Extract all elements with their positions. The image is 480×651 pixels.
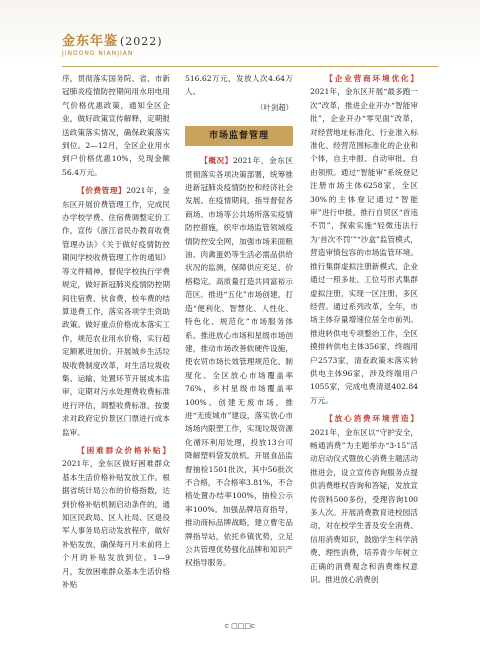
paragraph-overview bbox=[185, 154, 293, 570]
header-divider bbox=[62, 66, 438, 67]
text-column-3 bbox=[310, 72, 418, 586]
section-title-market-supervision: 市场监督管理 bbox=[185, 126, 293, 146]
yearbook-logo bbox=[62, 30, 163, 57]
yearbook-title bbox=[62, 30, 163, 49]
section-tag-overview: 【概况】 bbox=[200, 156, 233, 166]
paragraph-fee-management bbox=[62, 184, 170, 439]
paragraph-price-subsidy bbox=[62, 444, 170, 591]
paragraph-business-environment-text: 2021年，金东区开展“最多跑一次”改革，推进企业开办“智能审批”，企业开办“零见面”改革，对经营地址标准化、行业准入标准化、经营范围标准化的企业和个体，自主申报、自动审批、自由领照。通过“智能审”系统登记注册市场主体6258家，全区30%的主体登记通过“智能审”进行申报。推行自贸区“首违不罚”，探索实施“轻微违法行为‘首次不罚’”“沙盒”监管模式，营造审慎包容的市场监管环境。推行集群虚拟注册新模式，企业通过一照多址、工位号形式集群虚拟注册，实现一区注册、多区经营。通过系列改革，全年，市场主体存量增速位居全市前列。推进转供电专项整治工作，全区摸排转供电主体356家，终端用户2573家，清查政策未落实转供电主体96家，涉及终端用户1055家，完成电费清退402.84万元。 bbox=[310, 87, 418, 405]
yearbook-year: (2022) bbox=[120, 35, 163, 48]
section-tag-price-subsidy: 【困难群众价格补贴】 bbox=[77, 445, 170, 455]
paragraph-consumer-environment bbox=[310, 412, 418, 586]
text-column-1 bbox=[62, 72, 170, 591]
paragraph-overview-text: 2021年，金东区贯彻落实各项决策部署，统筹推进新冠肺炎疫情防控和经济社会发展。在疫情期间，指导督促各商场、市场等公共场所落实疫情防控措施，织牢市场监管领域疫情防控安全网，加强市场来面粮油、肉禽蛋奶等生活必需品供给状况的监测，保障供应充足、价格稳定。高质量打造共同富裕示范区。推进“五化”市场创建，打造“便利化、智慧化、人性化、特色化、规范化”市场服务体系。推进放心市场和星级市场创建，推动市场改善软硬件设施，使农贸市场长效管理规范化、制度化。全区放心市场覆盖率76%，乡村星级市场覆盖率100%。创建无废市场，推进“无废城市”建设，落实放心市场场内限塑工作，实现垃圾资源化循环利用处理，投放13台可降解塑料袋发放机。开展食品监督抽检1501批次，其中56批次不合格，不合格率3.81%，不合格处置办结率100%，抽检公示率100%。加强品牌培育指导，推动商标品牌战略，建立曹宅品牌指导站，依托乡镇优势，立足公共管理优势强化品牌和知识产权指导服务。 bbox=[185, 156, 294, 568]
page-number: c □□□c bbox=[225, 622, 255, 630]
paragraph-business-environment bbox=[310, 72, 418, 407]
section-tag-fee-management: 【价费管理】 bbox=[77, 186, 127, 196]
text-column-2 bbox=[185, 72, 293, 570]
paragraph-utility-discount: 序，贯彻落实国务院、省、市新冠肺炎疫情防控期间用水用电用气价格优惠政策，通知全区企业，做好政策宣传解释，定期报送政策落实情况，确保政策落实到位。2—12月，全区企业用水到户价格优惠10%，兑现金额56.4万元。 bbox=[62, 74, 170, 177]
section-tag-consumer-environment: 【放心消费环境营造】 bbox=[325, 414, 418, 424]
page-header bbox=[0, 0, 480, 66]
paragraph-fee-management-text: 2021年，金东区开展价费管理工作，完成民办学校学费、住宿费调整定价工作，宣传《浙江省民办教育收费管理办法》《关于做好疫情防控期间学校收费管理工作的通知》等文件精神，督促学校执行学费规定，做好新冠肺炎疫情防控期间住宿费、伙食费、校车费的结算退费工作，落实各项学生资助政策。做好重点价格成本落实工作，规范农业用水价格，实行超定额累进加价。开展城乡生活垃圾收费制度改革，对生活垃圾收集、运输、处置环节开展成本监审，定期对污水处理费收费标准进行评估，调整收费标准，按要求对政府定价景区门票进行成本监审。 bbox=[62, 186, 171, 437]
paragraph-consumer-environment-text: 2021年，金东区以“守护安全，畅通消费”为主题举办“3·15”活动启动仪式暨放心消费主题活动推进会，设立宣传咨询服务点提供消费维权咨询和答疑，发放宣传资料500多份，受理咨询100多人次。开展消费教育进校园活动，对在校学生普及安全消费、信用消费知识，鼓励学生科学消费、理性消费，培养青少年树立正确的消费观念和消费维权意识。推进放心消费创 bbox=[310, 427, 418, 585]
paragraph-price-subsidy-text: 2021年，金东区做好困难群众基本生活价格补贴发放工作。根据省统计局公布的价格指数，达到价格补贴机制启动条件的，通知区民政局、区人社局、区退役军人事务局启动发放程序，做好补贴发放，确保每月月末前将上个月的补贴发放到位。1—9月，发放困难群众基本生活价格补贴 bbox=[62, 459, 170, 590]
section-tag-business-environment: 【企业营商环境优化】 bbox=[325, 74, 418, 83]
yearbook-title-text: 金东年鉴 bbox=[62, 34, 119, 49]
paragraph-subsidy-total: 516.62万元，发放人次4.64万人。 bbox=[185, 74, 293, 97]
author-credit: （叶剑超） bbox=[256, 102, 293, 112]
yearbook-subtitle: JINDONG NIANJIAN bbox=[62, 50, 134, 57]
